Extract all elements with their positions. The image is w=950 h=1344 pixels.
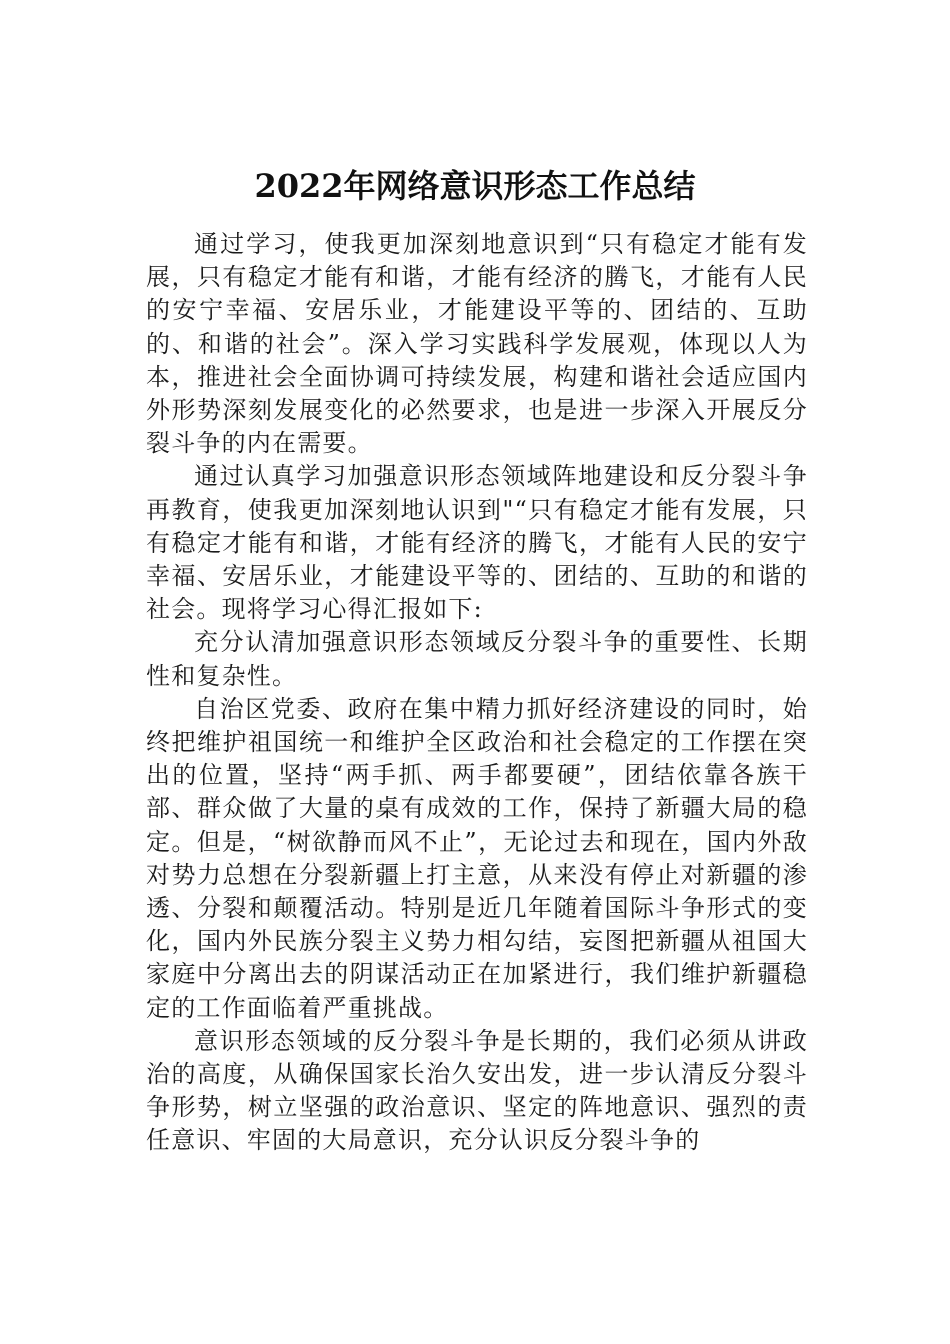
document-title: 2022年网络意识形态工作总结 [254, 167, 696, 205]
paragraph-5: 意识形态领域的反分裂斗争是长期的，我们必须从讲政治的高度，从确保国家长治久安出发，进一步认清反分裂斗争形势，树立坚强的政治意识、坚定的阵地意识、强烈的责任意识、牢固的大局意识，充分认识反分裂斗争的 [146, 1026, 808, 1155]
paragraph-3: 充分认清加强意识形态领域反分裂斗争的重要性、长期性和复杂性。 [146, 628, 808, 690]
document-body [146, 228, 808, 1158]
paragraph-1: 通过学习，使我更加深刻地意识到“只有稳定才能有发展，只有稳定才能有和谐，才能有经济的腾飞，才能有人民的安宁幸福、安居乐业，才能建设平等的、团结的、互助的、和谐的社会”。深入学习实践科学发展观，体现以人为本，推进社会全面协调可持续发展，构建和谐社会适应国内外形势深刻发展变化的必然要求，也是进一步深入开展反分裂斗争的内在需要。 [146, 230, 808, 458]
paragraph-2: 通过认真学习加强意识形态领域阵地建设和反分裂斗争再教育，使我更加深刻地认识到"“只有稳定才能有发展，只有稳定才能有和谐，才能有经济的腾飞，才能有人民的安宁幸福、安居乐业，才能建设平等的、团结的、互助的和谐的社会。现将学习心得汇报如下: [146, 462, 808, 624]
paragraph-4: 自治区党委、政府在集中精力抓好经济建设的同时，始终把维护祖国统一和维护全区政治和社会稳定的工作摆在突出的位置，坚持“两手抓、两手都要硬”，团结依靠各族干部、群众做了大量的桌有成效的工作，保持了新疆大局的稳定。但是，“树欲静而风不止”，无论过去和现在，国内外敌对势力总想在分裂新疆上打主意，从来没有停止对新疆的渗透、分裂和颠覆活动。特别是近几年随着国际斗争形式的变化，国内外民族分裂主义势力相勾结，妄图把新疆从祖国大家庭中分离出去的阴谋活动正在加紧进行，我们维护新疆稳定的工作面临着严重挑战。 [146, 694, 808, 1022]
